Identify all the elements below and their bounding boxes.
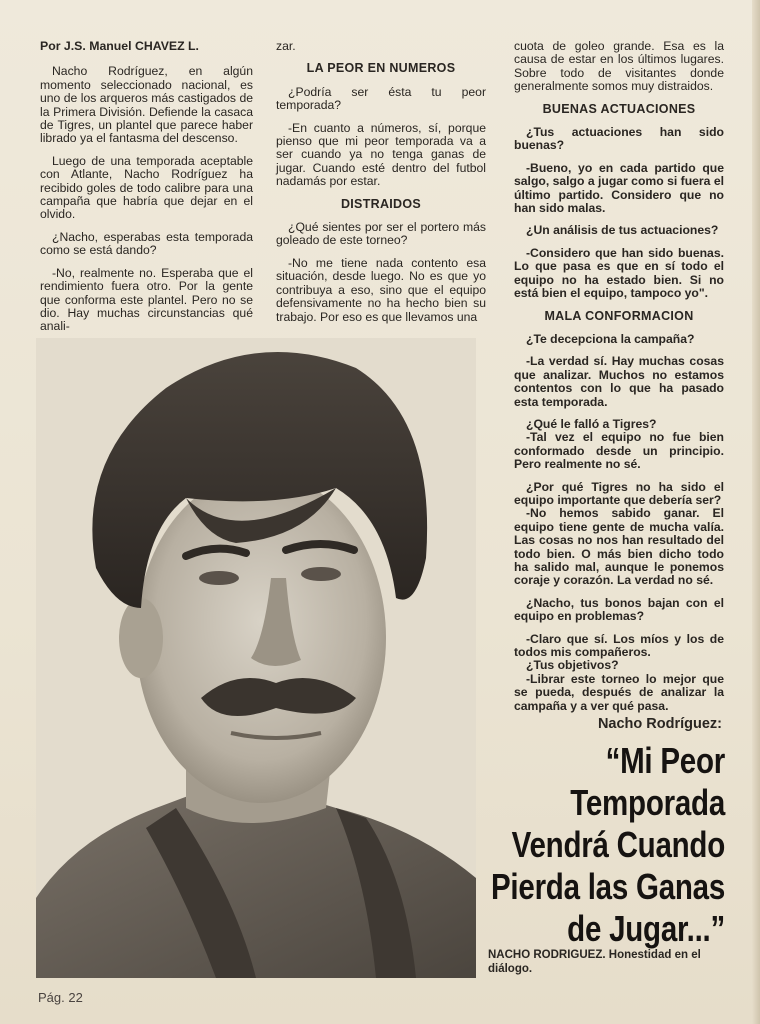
article-column-2 [276, 40, 486, 333]
answer: -No hemos sabido ganar. El equipo tiene gente de mucha valía. Las cosas no nos han resultado del todo bien. O más bien dicho todo ha salido mal, aunque le ponemos coraje y corazón. La verdad no sé. [514, 506, 724, 588]
article-column-3 [514, 40, 724, 722]
question: ¿Te decepciona la campaña? [526, 331, 695, 346]
headline-quote [467, 740, 725, 950]
paragraph: Luego de una temporada aceptable con Atlante, Nacho Rodríguez ha recibido goles de todo calibre para una campaña que habría que dejar en el olvido. [40, 153, 253, 222]
answer: -Considero que han sido buenas. Lo que pasa es que en sí todo el equipo no ha estado bien. Si no está bien el equipo, tampoco yo". [514, 245, 724, 301]
paragraph: ¿Nacho, esperabas esta temporada como se está dando? [40, 229, 253, 258]
page-number: Pág. 22 [38, 990, 83, 1005]
byline: Por J.S. Manuel CHAVEZ L. [40, 39, 199, 53]
question: ¿Nacho, tus bonos bajan con el equipo en problemas? [514, 595, 724, 624]
article-column-1 [40, 40, 253, 343]
paragraph: zar. [276, 39, 296, 53]
paragraph: -No, realmente no. Esperaba que el rendimiento fuera otro. Por la gente que conforma este plantel. Pero no se dio. Hay muchas circunstancias qué anali- [40, 265, 253, 334]
paragraph: -En cuanto a números, sí, porque pienso que mi peor temporada va a ser cuando ya no tenga ganas de jugar. Cuando esté dentro del futbol nadamás por estar. [276, 120, 486, 189]
answer: -Librar este torneo lo mejor que se pueda, después de analizar la campaña y a ver qué pasa. [514, 671, 724, 713]
answer: -Tal vez el equipo no fue bien conformado desde un principio. Pero realmente no sé. [514, 430, 724, 472]
paragraph: -No me tiene nada contento esa situación, desde luego. No es que yo contribuya a eso, sino que el equipo defensivamente no ha hecho bien su trabajo. Por eso es que llevamos una [276, 255, 486, 324]
caption-name: NACHO RODRIGUEZ. [488, 949, 606, 961]
portrait-photo [36, 338, 476, 978]
paragraph: Nacho Rodríguez, en algún momento seleccionado nacional, es uno de los arqueros más castigados de la Primera División. Defiende la casaca de Tigres, un plantel que parece haber librado ya el fantasma del descenso. [40, 64, 253, 146]
paragraph: ¿Podría ser ésta tu peor temporada? [276, 84, 486, 113]
section-heading: LA PEOR EN NUMEROS [306, 61, 456, 76]
answer: -Claro que sí. Los míos y los de todos mis compañeros. [514, 631, 724, 660]
headline-line: “Mi Peor Temporada [570, 740, 725, 823]
answer: -La verdad sí. Hay muchas cosas que analizar. Muchos no estamos contentos con lo que ha pasado esta temporada. [514, 354, 724, 409]
question: ¿Por qué Tigres no ha sido el equipo importante que debería ser? [514, 479, 724, 507]
question: ¿Tus objetivos? [526, 658, 619, 673]
question: ¿Tus actuaciones han sido buenas? [514, 125, 724, 153]
section-heading: BUENAS ACTUACIONES [542, 101, 696, 116]
paragraph: cuota de goleo grande. Esa es la causa de estar en los últimos lugares. Sobre todo de visitantes donde generalmente somos muy distraidos. [514, 39, 724, 94]
page-edge [752, 0, 760, 1024]
caption-text: Honestidad en el diálogo. [488, 949, 701, 975]
headline-subject: Nacho Rodríguez: [597, 716, 722, 732]
headline-line: Vendrá Cuando [511, 824, 725, 865]
answer: -Bueno, yo en cada partido que salgo, salgo a jugar como si fuera el último partido. Considero que no han sido malas. [514, 160, 724, 216]
paragraph: ¿Qué sientes por ser el portero más goleado de este torneo? [276, 220, 486, 248]
section-heading: DISTRAIDOS [340, 196, 422, 211]
headline-line: Pierda las Ganas [490, 866, 725, 907]
section-heading: MALA CONFORMACION [544, 308, 694, 323]
headline-line: de Jugar...” [567, 908, 725, 949]
question: ¿Un análisis de tus actuaciones? [526, 223, 719, 238]
photo-caption [488, 949, 718, 976]
portrait-illustration [36, 338, 476, 978]
question: ¿Qué le falló a Tigres? [526, 416, 657, 431]
